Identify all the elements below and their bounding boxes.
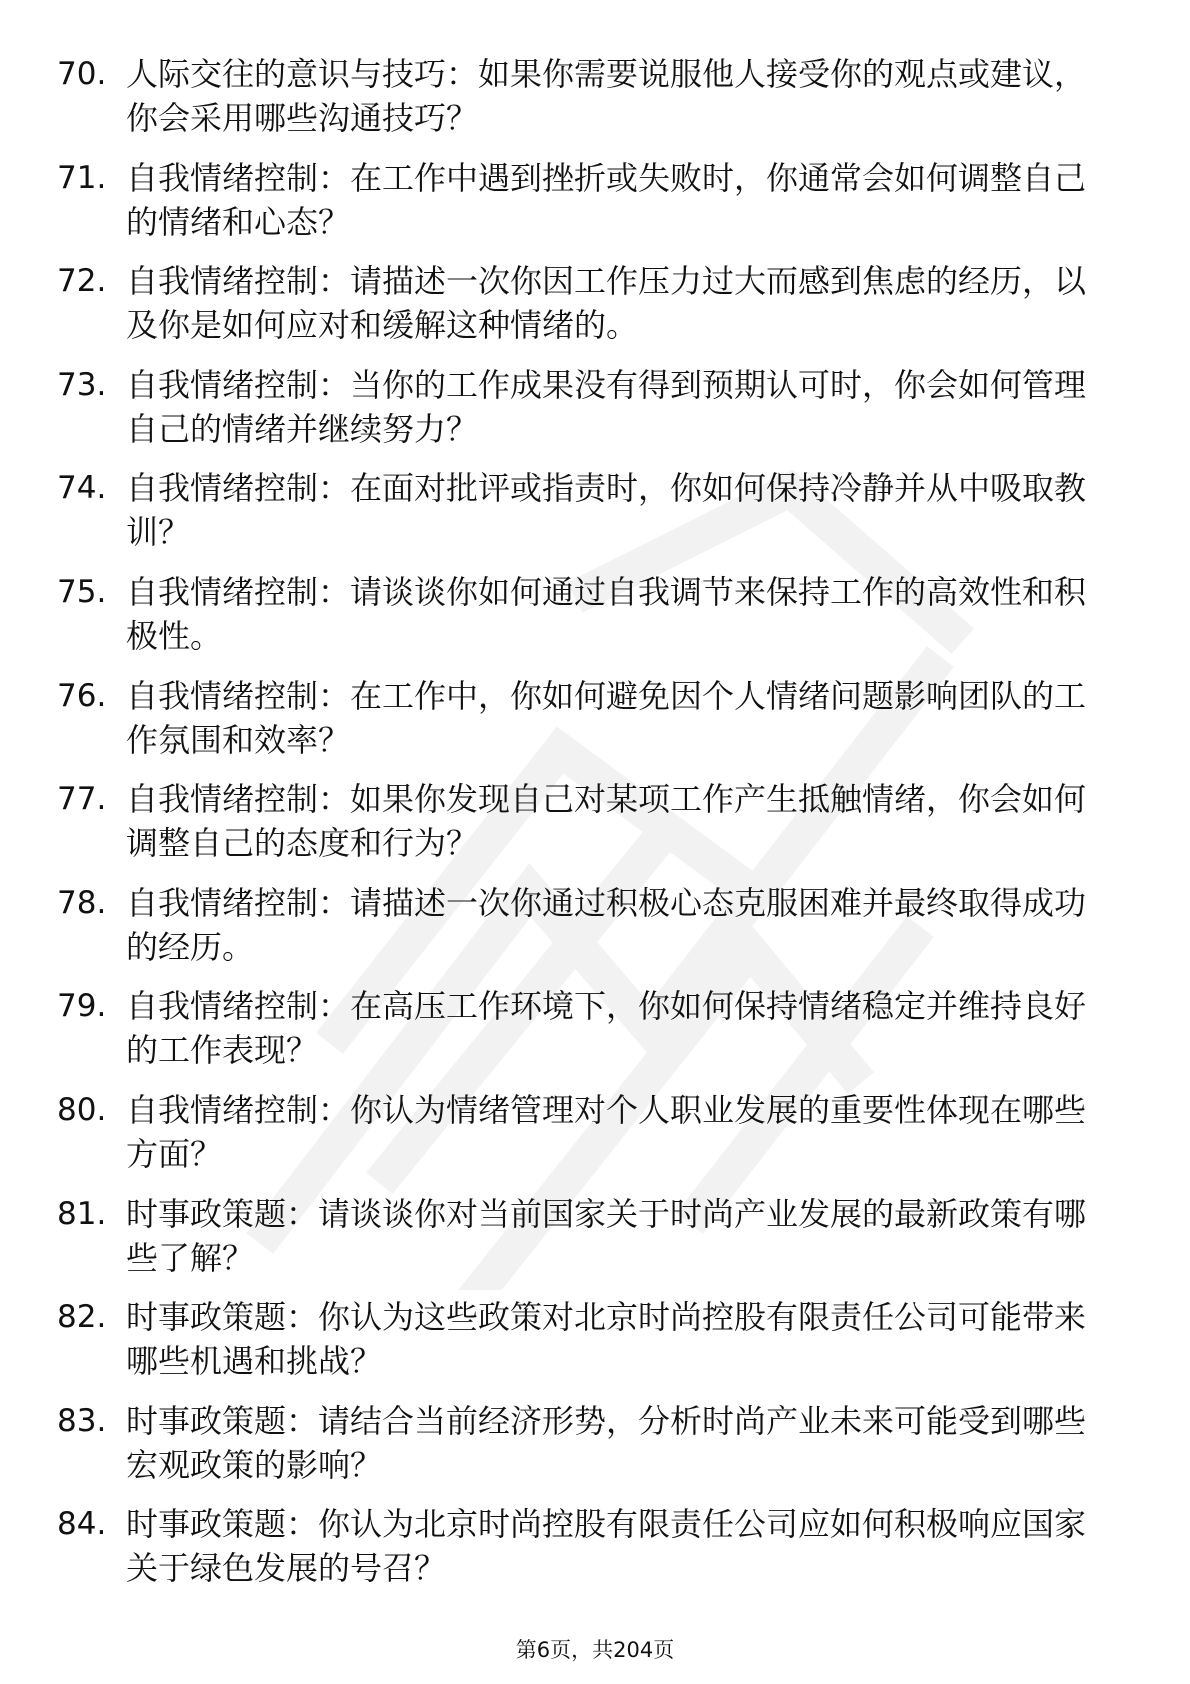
question-text: 人际交往的意识与技巧：如果你需要说服他人接受你的观点或建议，你会采用哪些沟通技巧？ [126,55,1087,137]
question-text: 自我情绪控制：在工作中，你如何避免因个人情绪问题影响团队的工作氛围和效率？ [126,676,1087,759]
question-number: 76. [57,677,107,714]
question-item [0,462,1190,566]
question-number: 81. [57,1195,107,1232]
question-text: 自我情绪控制：你认为情绪管理对个人职业发展的重要性体现在哪些方面？ [126,1090,1087,1173]
question-number: 82. [57,1299,107,1336]
question-item [0,1291,1190,1395]
question-text: 自我情绪控制：请描述一次你通过积极心态克服困难并最终取得成功的经历。 [126,883,1087,966]
question-number: 79. [57,988,107,1025]
question-number: 77. [57,781,107,818]
question-number: 74. [57,470,107,507]
question-number: 75. [57,573,107,610]
question-text: 自我情绪控制：在面对批评或指责时，你如何保持冷静并从中吸取教训？ [126,469,1087,552]
question-number: 83. [57,1402,107,1439]
question-number: 71. [57,159,107,196]
question-number: 72. [57,263,107,300]
question-item [0,670,1190,774]
question-item [0,773,1190,877]
question-text: 自我情绪控制：在高压工作环境下，你如何保持情绪稳定并维持良好的工作表现？ [126,987,1087,1070]
question-number: 78. [57,884,107,921]
question-number: 70. [57,56,107,92]
question-text: 时事政策题：你认为北京时尚控股有限责任公司应如何积极响应国家关于绿色发展的号召？ [126,1505,1087,1588]
question-number: 73. [57,366,107,403]
question-item [0,1188,1190,1292]
question-text: 时事政策题：你认为这些政策对北京时尚控股有限责任公司可能带来哪些机遇和挑战？ [126,1298,1087,1381]
question-item [0,877,1190,981]
question-item [0,1395,1190,1499]
question-number: 84. [57,1506,107,1543]
question-text: 时事政策题：请结合当前经济形势，分析时尚产业未来可能受到哪些宏观政策的影响？ [126,1401,1087,1484]
question-item [0,359,1190,463]
question-item [0,255,1190,359]
question-list [0,48,1190,1602]
question-item [0,48,1190,152]
page-number-footer: 第6页，共204页 [515,1638,675,1662]
question-text: 时事政策题：请谈谈你对当前国家关于时尚产业发展的最新政策有哪些了解？ [126,1194,1087,1277]
question-item [0,1498,1190,1602]
question-item [0,980,1190,1084]
question-text: 自我情绪控制：请谈谈你如何通过自我调节来保持工作的高效性和积极性。 [126,572,1087,655]
question-item [0,152,1190,256]
question-text: 自我情绪控制：如果你发现自己对某项工作产生抵触情绪，你会如何调整自己的态度和行为？ [126,780,1087,863]
question-text: 自我情绪控制：当你的工作成果没有得到预期认可时，你会如何管理自己的情绪并继续努力？ [126,365,1087,448]
question-item [0,566,1190,670]
question-item [0,1084,1190,1188]
question-text: 自我情绪控制：在工作中遇到挫折或失败时，你通常会如何调整自己的情绪和心态？ [126,158,1087,241]
question-text: 自我情绪控制：请描述一次你因工作压力过大而感到焦虑的经历，以及你是如何应对和缓解这种情绪的。 [126,262,1087,345]
question-number: 80. [57,1091,107,1128]
